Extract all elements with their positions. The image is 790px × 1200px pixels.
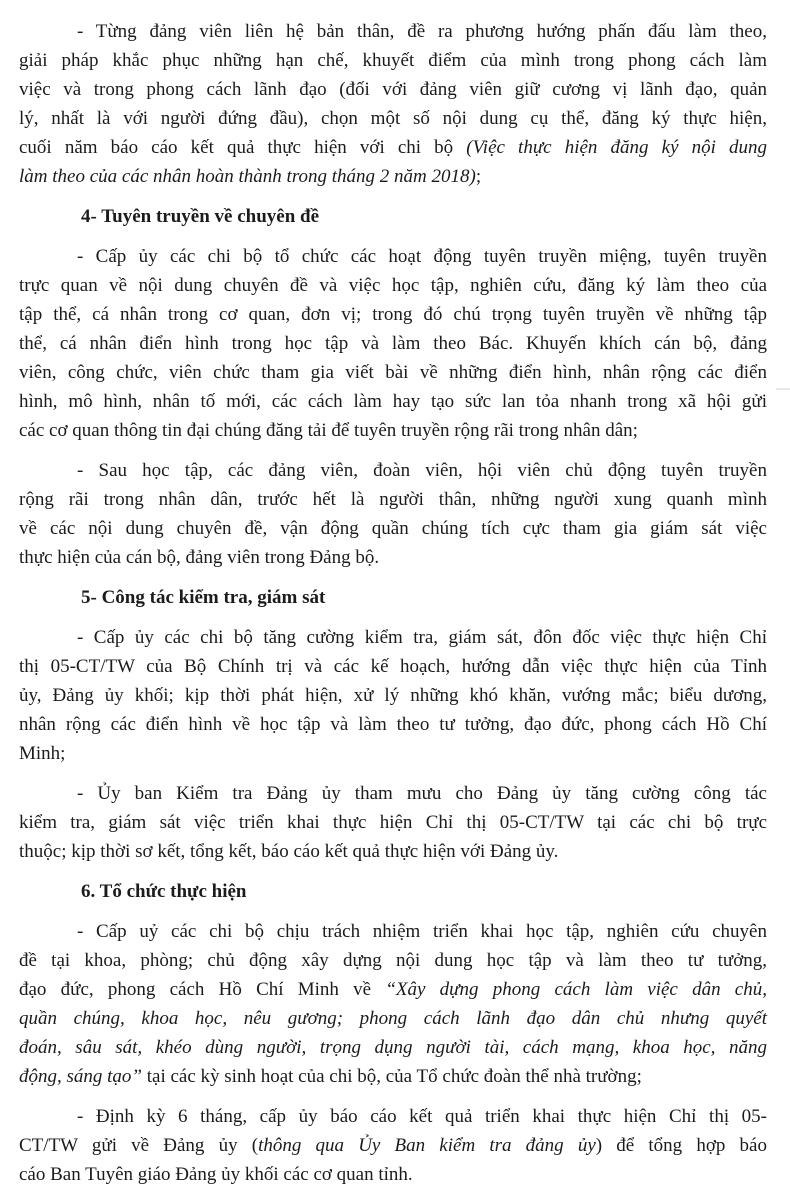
text-line <box>19 162 767 191</box>
text-run: ) để tổng hợp báo <box>595 1135 767 1156</box>
text-line <box>19 1033 767 1062</box>
text-run: - Từng đảng viên liên hệ bản thân, đề ra phương hướng phấn đấu làm theo, <box>77 21 767 42</box>
italic-text-run: thông qua Ủy Ban kiểm tra đảng ủy <box>258 1135 596 1156</box>
text-run: - Cấp ủy các chi bộ tăng cường kiểm tra, giám sát, đôn đốc việc thực hiện Chỉ <box>77 627 767 648</box>
text-line <box>19 456 767 485</box>
text-run: đề tại khoa, phòng; chủ động xây dựng nội dung học tập và làm theo tư tưởng, <box>19 950 767 971</box>
text-line <box>19 242 767 271</box>
text-run: trực quan về nội dung chuyên đề và việc học tập, nghiên cứu, đăng ký làm theo của <box>19 275 767 296</box>
text-line <box>19 623 767 652</box>
heading-section-5-inspection <box>19 583 767 612</box>
text-line <box>19 485 767 514</box>
text-run: về các nội dung chuyên đề, vận động quần chúng tích cực tham gia giám sát việc <box>19 518 767 539</box>
paragraph-after-study-propaganda <box>19 456 767 572</box>
text-run: các cơ quan thông tin đại chúng đăng tải để tuyên truyền rộng rãi trong nhân dân; <box>19 420 638 441</box>
text-run: kiểm tra, giám sát việc triển khai thực hiện Chỉ thị 05-CT/TW tại các chi bộ trực <box>19 812 767 833</box>
text-run: thực hiện của cán bộ, đảng viên trong Đảng bộ. <box>19 547 380 568</box>
heading-line <box>19 202 767 231</box>
scan-artifact <box>776 388 790 390</box>
text-line <box>19 739 767 768</box>
text-line <box>19 779 767 808</box>
text-line <box>19 387 767 416</box>
paragraph-individual-commitment <box>19 17 767 191</box>
text-run: cuối năm báo cáo kết quả thực hiện với chi bộ <box>19 137 467 158</box>
paragraph-propaganda-activities <box>19 242 767 445</box>
heading-line <box>19 583 767 612</box>
italic-text-run: quần chúng, khoa học, nêu gương; phong cách lãnh đạo dân chủ nhưng quyết <box>19 1008 767 1029</box>
italic-text-run: (Việc thực hiện đăng ký nội dung <box>466 137 767 158</box>
text-run: nhân rộng các điển hình về học tập và làm theo tư tưởng, đạo đức, phong cách Hồ Chí <box>19 714 767 735</box>
text-line <box>19 104 767 133</box>
text-run: - Cấp uỷ các chi bộ chịu trách nhiệm triển khai học tập, nghiên cứu chuyên <box>77 921 767 942</box>
paragraph-implementation-responsibility <box>19 917 767 1091</box>
text-run: đạo đức, phong cách Hồ Chí Minh về <box>19 979 386 1000</box>
paragraph-periodic-reporting <box>19 1102 767 1189</box>
text-run: ủy, Đảng ủy khối; kịp thời phát hiện, xử lý những khó khăn, vướng mắc; biểu dương, <box>19 685 767 706</box>
text-run: cáo Ban Tuyên giáo Đảng ủy khối các cơ quan tỉnh. <box>19 1164 413 1185</box>
text-run: - Định kỳ 6 tháng, cấp ủy báo cáo kết quả triển khai thực hiện Chỉ thị 05- <box>77 1106 767 1127</box>
italic-text-run: đoán, sâu sát, khéo dùng người, trọng dụng người tài, cách mạng, khoa học, năng <box>19 1037 767 1058</box>
text-run: lý, nhất là với người đứng đầu), chọn một số nội dung cụ thể, đăng ký thực hiện, <box>19 108 767 129</box>
text-line <box>19 946 767 975</box>
text-run: ; <box>475 166 482 187</box>
document-content <box>19 17 767 1189</box>
text-line <box>19 710 767 739</box>
text-line <box>19 75 767 104</box>
text-line <box>19 808 767 837</box>
text-run: - Cấp ủy các chi bộ tổ chức các hoạt động tuyên truyền miệng, tuyên truyền <box>77 246 767 267</box>
text-run: thị 05-CT/TW của Bộ Chính trị và các kế hoạch, hướng dẫn việc thực hiện của Tỉnh <box>19 656 767 677</box>
text-run: - Ủy ban Kiểm tra Đảng ủy tham mưu cho Đảng ủy tăng cường công tác <box>77 783 767 804</box>
text-run: CT/TW gửi về Đảng ủy ( <box>19 1135 259 1156</box>
text-line <box>19 17 767 46</box>
text-line <box>19 1160 767 1189</box>
text-run: 6. Tổ chức thực hiện <box>81 881 247 902</box>
text-line <box>19 329 767 358</box>
text-line <box>19 1004 767 1033</box>
text-line <box>19 543 767 572</box>
paragraph-inspection-committee <box>19 779 767 866</box>
italic-text-run: làm theo của các nhân hoàn thành trong tháng 2 năm 2018) <box>19 166 476 187</box>
text-line <box>19 1062 767 1091</box>
text-line <box>19 300 767 329</box>
text-run: 4- Tuyên truyền về chuyên đề <box>81 206 320 227</box>
text-run: giải pháp khắc phục những hạn chế, khuyết điểm của mình trong phong cách làm <box>19 50 767 71</box>
text-line <box>19 837 767 866</box>
text-line <box>19 133 767 162</box>
text-run: thuộc; kịp thời sơ kết, tổng kết, báo cáo kết quả thực hiện với Đảng ủy. <box>19 841 559 862</box>
text-line <box>19 681 767 710</box>
paragraph-inspection-strengthening <box>19 623 767 768</box>
text-run: rộng rãi trong nhân dân, trước hết là người thân, những người xung quanh mình <box>19 489 767 510</box>
text-run: việc và trong phong cách lãnh đạo (đối với đảng viên giữ cương vị lãnh đạo, quản <box>19 79 767 100</box>
text-line <box>19 975 767 1004</box>
text-line <box>19 1102 767 1131</box>
text-run: - Sau học tập, các đảng viên, đoàn viên, hội viên chủ động tuyên truyền <box>77 460 767 481</box>
text-run: thể, cá nhân điển hình trong học tập và làm theo Bác. Khuyến khích cán bộ, đảng <box>19 333 767 354</box>
heading-line <box>19 877 767 906</box>
text-line <box>19 514 767 543</box>
text-run: 5- Công tác kiểm tra, giám sát <box>81 587 326 608</box>
text-line <box>19 358 767 387</box>
text-run: Minh; <box>19 743 66 764</box>
text-run: viên, công chức, viên chức tham gia viết bài về những điển hình, nhân rộng các điển <box>19 362 767 383</box>
italic-text-run: động, sáng tạo” <box>19 1066 142 1087</box>
heading-section-6-implementation <box>19 877 767 906</box>
text-line <box>19 271 767 300</box>
text-line <box>19 652 767 681</box>
text-line <box>19 1131 767 1160</box>
heading-section-4-propaganda <box>19 202 767 231</box>
text-run: hình, mô hình, nhân tố mới, các cách làm hay tạo sức lan tỏa nhanh trong xã hội gửi <box>19 391 767 412</box>
text-line <box>19 46 767 75</box>
text-run: tại các kỳ sinh hoạt của chi bộ, của Tổ chức đoàn thể nhà trường; <box>142 1066 642 1087</box>
text-line <box>19 917 767 946</box>
text-run: tập thể, cá nhân trong cơ quan, đơn vị; trong đó chú trọng tuyên truyền về những tập <box>19 304 767 325</box>
italic-text-run: “Xây dựng phong cách làm việc dân chủ, <box>385 979 767 1000</box>
text-line <box>19 416 767 445</box>
